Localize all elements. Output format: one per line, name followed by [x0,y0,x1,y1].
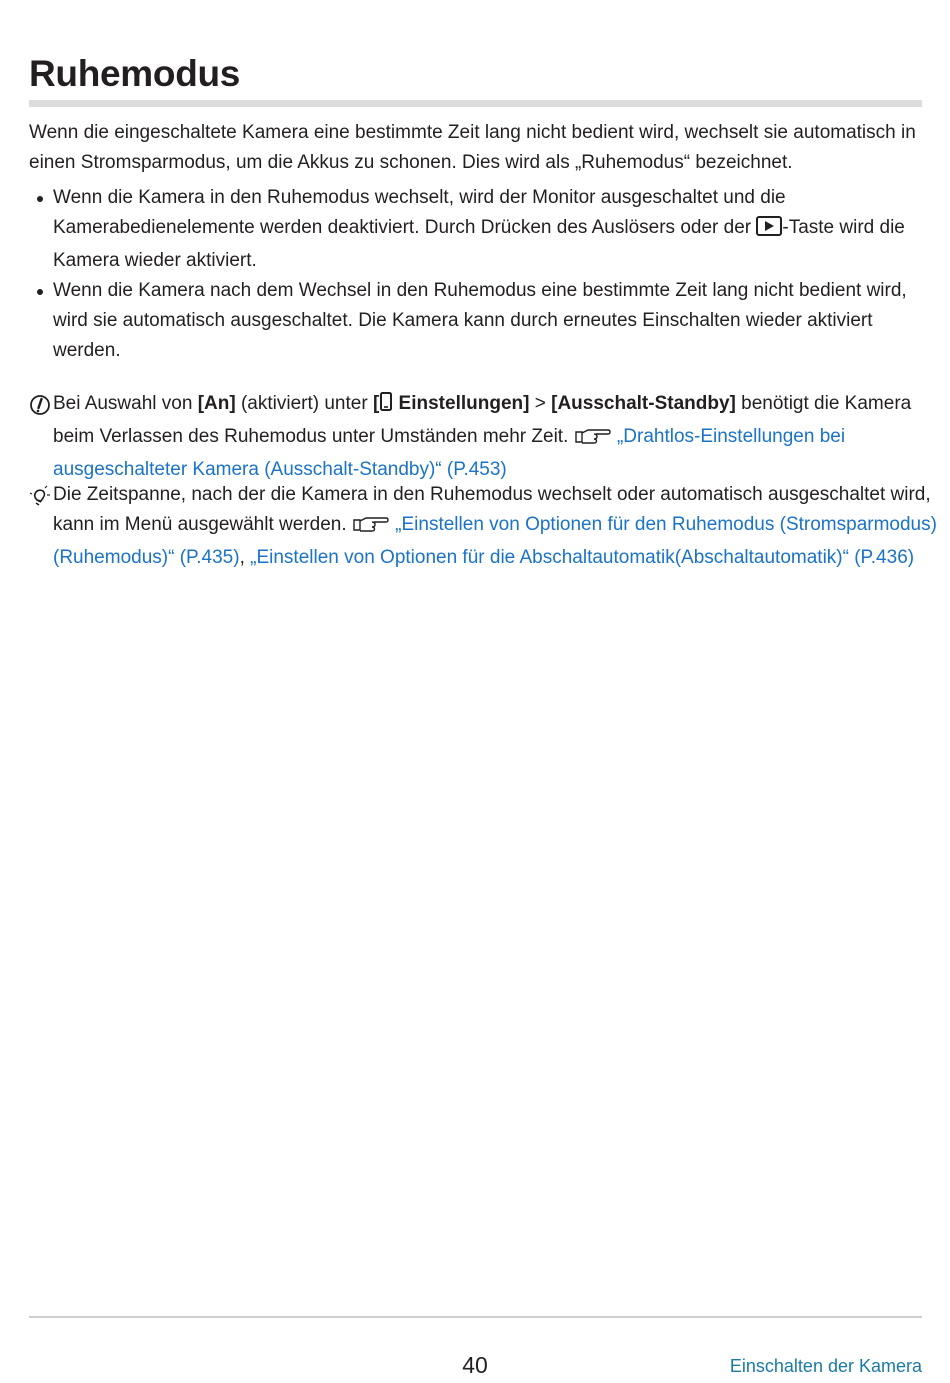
tip-text: Die Zeitspanne, nach der die Kamera in den Ruhemodus wechselt oder automatisch ausgeschaltet wird, kann im Menü ausgewählt werden. [53,484,931,535]
caution-text: Bei Auswahl von [53,393,198,414]
smartphone-icon [379,392,393,422]
option-on-label: [An] [197,393,236,414]
section-link[interactable]: Einschalten der Kamera [729,1356,922,1376]
bullet-text-part1: Wenn die Kamera in den Ruhemodus wechselt, wird der Monitor ausgeschaltet und die Kamerabedienelemente werden deaktiviert. Durch Drücken des Auslösers oder der [53,187,786,238]
separator-text: , [239,547,251,568]
footer-divider [29,1316,922,1318]
bullet-text-part2: -Taste wird die Kamera wieder aktiviert. [53,217,905,271]
bullet-list [29,183,929,366]
pointing-hand-icon [352,513,390,543]
caution-text: > [529,393,552,414]
playback-button-icon [756,216,782,246]
bullet-text: Wenn die Kamera nach dem Wechsel in den Ruhemodus eine bestimmte Zeit lang nicht bedient wird, wird sie automatisch ausgeschaltet. Die Kamera kann durch erneutes Einschalten wieder aktiviert werden. [53,280,907,361]
page-number: 40 [462,1352,488,1378]
caution-icon [29,394,51,416]
settings-menu-label: Einstellungen] [393,393,530,414]
reference-link[interactable]: „Einstellen von Optionen für die Abschaltautomatik(Abschaltautomatik)“ (P.436) [250,547,915,568]
pointing-hand-icon [574,425,612,455]
list-item [29,183,929,276]
caution-text: (aktiviert) unter [235,393,373,414]
page-title: Ruhemodus [29,53,241,94]
caution-note [29,389,943,485]
caution-text: benötigt die Kamera beim Verlassen des Ruhemodus unter Umständen mehr Zeit. [53,393,912,447]
bullet-icon [37,196,43,202]
tip-note [29,480,943,573]
bullet-icon [37,289,43,295]
title-divider [29,100,922,107]
list-item [29,276,929,366]
intro-paragraph: Wenn die eingeschaltete Kamera eine bestimmte Zeit lang nicht bedient wird, wechselt sie automatisch in einen Stromsparmodus, um die Akkus zu schonen. Dies wird als „Ruhemodus“ bezeichnet. [29,122,916,173]
reference-link[interactable]: „Einstellen von Optionen für den Ruhemodus (Stromsparmodus)(Ruhemodus)“ (P.435) [53,514,937,568]
reference-link[interactable]: „Drahtlos-Einstellungen bei ausgeschalteter Kamera (Ausschalt-Standby)“ (P.453) [53,426,846,480]
standby-option-label: [Ausschalt-Standby] [551,393,736,414]
menu-bracket: [ [372,393,380,414]
tip-icon [29,485,51,507]
